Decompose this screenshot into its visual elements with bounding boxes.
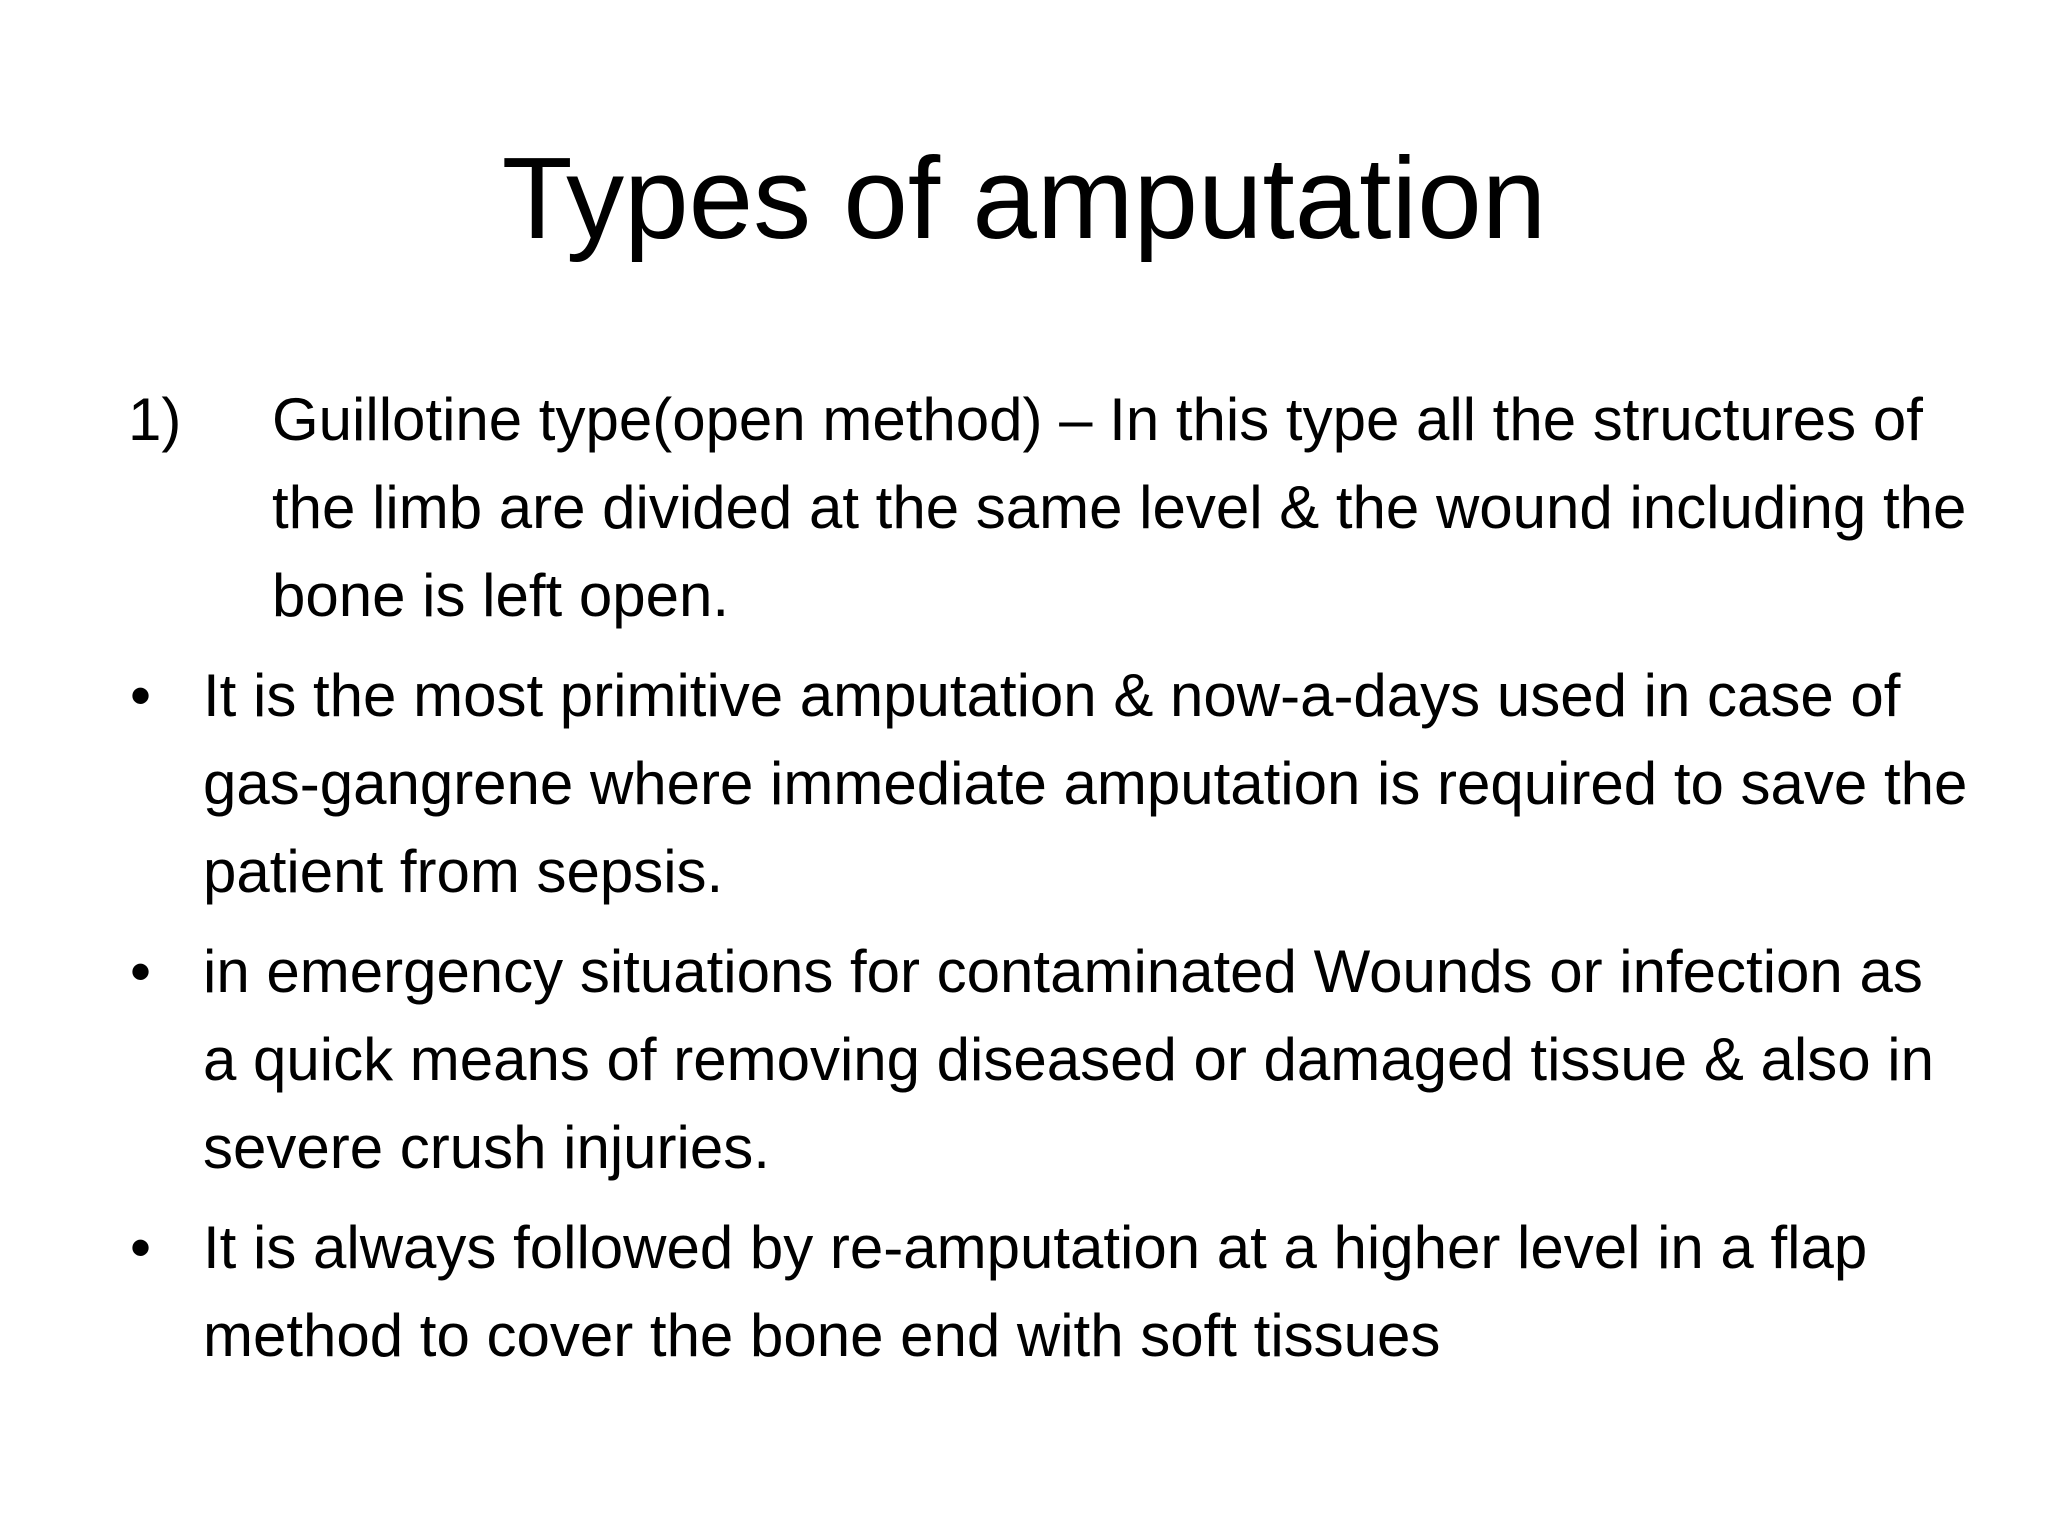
bullet-item-emergency — [128, 928, 1968, 1192]
list-item-text: Guillotine type(open method) – In this type all the structures of the limb are divided at the same level & the wound including the bone is left open. — [272, 386, 1967, 629]
bullet-marker: • — [130, 938, 152, 1005]
bullet-marker: • — [130, 1214, 152, 1281]
slide-title: Types of amputation — [501, 133, 1547, 263]
bullet-item-text: It is always followed by re-amputation at a higher level in a flap method to cover the bone end with soft tissues — [203, 1214, 1868, 1369]
bullet-item-text: in emergency situations for contaminated Wounds or infection as a quick means of removing diseased or damaged tissue & also in severe crush injuries. — [203, 938, 1934, 1181]
bullet-marker: • — [130, 662, 152, 729]
bullet-item-reamputation — [128, 1204, 1968, 1380]
slide-content — [128, 376, 1968, 1392]
bullet-item-primitive — [128, 652, 1968, 916]
list-number: 1) — [128, 386, 182, 453]
list-item-guillotine — [128, 376, 1968, 640]
bullet-item-text: It is the most primitive amputation & now-a-days used in case of gas-gangrene where immediate amputation is required to save the patient from sepsis. — [203, 662, 1968, 905]
